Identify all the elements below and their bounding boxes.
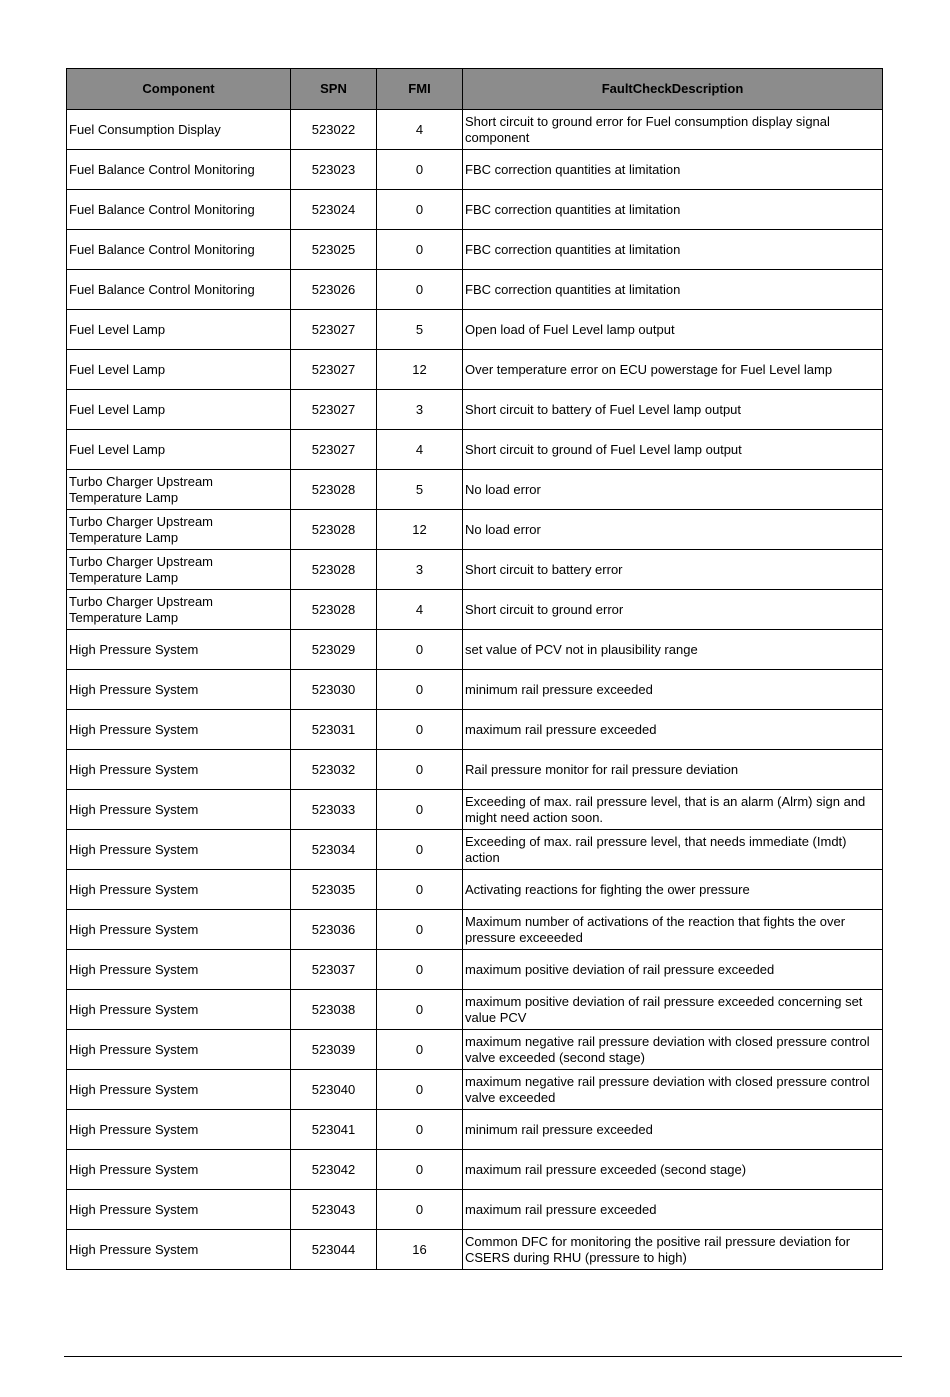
cell-spn: 523041 — [291, 1110, 377, 1150]
cell-description: set value of PCV not in plausibility range — [463, 630, 883, 670]
cell-spn: 523032 — [291, 750, 377, 790]
cell-description: Short circuit to ground error — [463, 590, 883, 630]
cell-spn: 523028 — [291, 550, 377, 590]
cell-spn: 523038 — [291, 990, 377, 1030]
table-row — [67, 990, 883, 1030]
cell-spn: 523034 — [291, 830, 377, 870]
header-fmi: FMI — [377, 69, 463, 110]
cell-spn: 523030 — [291, 670, 377, 710]
header-spn: SPN — [291, 69, 377, 110]
cell-spn: 523029 — [291, 630, 377, 670]
table-row — [67, 1230, 883, 1270]
table-row — [67, 430, 883, 470]
cell-component: Turbo Charger Upstream Temperature Lamp — [67, 470, 291, 510]
cell-fmi: 0 — [377, 270, 463, 310]
cell-fmi: 0 — [377, 1070, 463, 1110]
cell-fmi: 0 — [377, 670, 463, 710]
cell-description: FBC correction quantities at limitation — [463, 150, 883, 190]
cell-component: Fuel Balance Control Monitoring — [67, 230, 291, 270]
table-row — [67, 1110, 883, 1150]
table-body — [67, 110, 883, 1270]
table-row — [67, 350, 883, 390]
cell-component: High Pressure System — [67, 750, 291, 790]
table-row — [67, 750, 883, 790]
cell-component: Fuel Consumption Display — [67, 110, 291, 150]
cell-fmi: 0 — [377, 750, 463, 790]
cell-spn: 523037 — [291, 950, 377, 990]
cell-description: minimum rail pressure exceeded — [463, 670, 883, 710]
cell-fmi: 12 — [377, 510, 463, 550]
cell-fmi: 5 — [377, 470, 463, 510]
cell-component: High Pressure System — [67, 910, 291, 950]
table-row — [67, 910, 883, 950]
fault-code-table — [66, 68, 883, 1270]
cell-fmi: 0 — [377, 1030, 463, 1070]
cell-description: Exceeding of max. rail pressure level, that is an alarm (Alrm) sign and might need action soon. — [463, 790, 883, 830]
cell-description: maximum positive deviation of rail pressure exceeded concerning set value PCV — [463, 990, 883, 1030]
table-row — [67, 590, 883, 630]
cell-component: Fuel Level Lamp — [67, 350, 291, 390]
cell-component: Fuel Balance Control Monitoring — [67, 190, 291, 230]
cell-spn: 523027 — [291, 350, 377, 390]
cell-description: No load error — [463, 510, 883, 550]
cell-fmi: 0 — [377, 790, 463, 830]
table-row — [67, 1150, 883, 1190]
table-row — [67, 1030, 883, 1070]
cell-component: Fuel Level Lamp — [67, 430, 291, 470]
cell-spn: 523042 — [291, 1150, 377, 1190]
cell-spn: 523028 — [291, 590, 377, 630]
cell-component: High Pressure System — [67, 1230, 291, 1270]
cell-description: Open load of Fuel Level lamp output — [463, 310, 883, 350]
cell-fmi: 0 — [377, 630, 463, 670]
table-row — [67, 790, 883, 830]
cell-description: Short circuit to ground error for Fuel consumption display signal component — [463, 110, 883, 150]
cell-component: Turbo Charger Upstream Temperature Lamp — [67, 510, 291, 550]
table-row — [67, 190, 883, 230]
cell-fmi: 0 — [377, 910, 463, 950]
table-row — [67, 470, 883, 510]
header-component: Component — [67, 69, 291, 110]
cell-fmi: 0 — [377, 950, 463, 990]
cell-description: Over temperature error on ECU powerstage for Fuel Level lamp — [463, 350, 883, 390]
cell-spn: 523031 — [291, 710, 377, 750]
cell-component: High Pressure System — [67, 790, 291, 830]
cell-component: Fuel Balance Control Monitoring — [67, 150, 291, 190]
cell-description: maximum negative rail pressure deviation with closed pressure control valve exceeded — [463, 1070, 883, 1110]
table-row — [67, 390, 883, 430]
cell-component: High Pressure System — [67, 1070, 291, 1110]
cell-component: Fuel Balance Control Monitoring — [67, 270, 291, 310]
cell-component: Fuel Level Lamp — [67, 310, 291, 350]
cell-component: Fuel Level Lamp — [67, 390, 291, 430]
table-header — [67, 69, 883, 110]
cell-component: High Pressure System — [67, 630, 291, 670]
cell-spn: 523027 — [291, 390, 377, 430]
table-row — [67, 510, 883, 550]
cell-spn: 523024 — [291, 190, 377, 230]
cell-component: High Pressure System — [67, 1150, 291, 1190]
cell-component: High Pressure System — [67, 1190, 291, 1230]
cell-component: Turbo Charger Upstream Temperature Lamp — [67, 550, 291, 590]
cell-component: Turbo Charger Upstream Temperature Lamp — [67, 590, 291, 630]
cell-description: Short circuit to ground of Fuel Level lamp output — [463, 430, 883, 470]
cell-description: Short circuit to battery error — [463, 550, 883, 590]
table-row — [67, 150, 883, 190]
table-row — [67, 270, 883, 310]
cell-fmi: 4 — [377, 590, 463, 630]
cell-spn: 523023 — [291, 150, 377, 190]
cell-component: High Pressure System — [67, 990, 291, 1030]
header-row — [67, 69, 883, 110]
cell-component: High Pressure System — [67, 830, 291, 870]
cell-component: High Pressure System — [67, 950, 291, 990]
cell-spn: 523026 — [291, 270, 377, 310]
cell-fmi: 3 — [377, 550, 463, 590]
cell-spn: 523028 — [291, 510, 377, 550]
cell-fmi: 3 — [377, 390, 463, 430]
cell-description: minimum rail pressure exceeded — [463, 1110, 883, 1150]
table-row — [67, 310, 883, 350]
cell-component: High Pressure System — [67, 710, 291, 750]
cell-spn: 523036 — [291, 910, 377, 950]
header-description: FaultCheckDescription — [463, 69, 883, 110]
table-row — [67, 230, 883, 270]
cell-description: Maximum number of activations of the reaction that fights the over pressure exceeeded — [463, 910, 883, 950]
table-row — [67, 630, 883, 670]
table-row — [67, 670, 883, 710]
cell-component: High Pressure System — [67, 870, 291, 910]
cell-description: maximum rail pressure exceeded (second stage) — [463, 1150, 883, 1190]
cell-description: FBC correction quantities at limitation — [463, 190, 883, 230]
cell-fmi: 0 — [377, 190, 463, 230]
cell-description: Activating reactions for fighting the ower pressure — [463, 870, 883, 910]
table-row — [67, 710, 883, 750]
cell-fmi: 12 — [377, 350, 463, 390]
table-row — [67, 1190, 883, 1230]
cell-description: Exceeding of max. rail pressure level, that needs immediate (Imdt) action — [463, 830, 883, 870]
cell-component: High Pressure System — [67, 670, 291, 710]
table-row — [67, 950, 883, 990]
cell-fmi: 5 — [377, 310, 463, 350]
cell-description: maximum rail pressure exceeded — [463, 1190, 883, 1230]
cell-spn: 523044 — [291, 1230, 377, 1270]
cell-fmi: 0 — [377, 150, 463, 190]
cell-component: High Pressure System — [67, 1030, 291, 1070]
cell-description: Short circuit to battery of Fuel Level lamp output — [463, 390, 883, 430]
cell-description: maximum negative rail pressure deviation with closed pressure control valve exceeded (second stage) — [463, 1030, 883, 1070]
cell-spn: 523043 — [291, 1190, 377, 1230]
cell-fmi: 16 — [377, 1230, 463, 1270]
cell-spn: 523025 — [291, 230, 377, 270]
cell-fmi: 0 — [377, 1150, 463, 1190]
cell-spn: 523039 — [291, 1030, 377, 1070]
table-row — [67, 870, 883, 910]
table-row — [67, 550, 883, 590]
footer-divider — [64, 1356, 902, 1357]
table-row — [67, 1070, 883, 1110]
cell-description: Rail pressure monitor for rail pressure deviation — [463, 750, 883, 790]
cell-fmi: 0 — [377, 1190, 463, 1230]
cell-description: Common DFC for monitoring the positive rail pressure deviation for CSERS during RHU (pressure to high) — [463, 1230, 883, 1270]
cell-spn: 523028 — [291, 470, 377, 510]
cell-fmi: 0 — [377, 230, 463, 270]
cell-spn: 523033 — [291, 790, 377, 830]
cell-fmi: 0 — [377, 710, 463, 750]
cell-fmi: 4 — [377, 430, 463, 470]
cell-description: maximum rail pressure exceeded — [463, 710, 883, 750]
cell-component: High Pressure System — [67, 1110, 291, 1150]
cell-fmi: 4 — [377, 110, 463, 150]
cell-description: FBC correction quantities at limitation — [463, 230, 883, 270]
cell-fmi: 0 — [377, 990, 463, 1030]
cell-spn: 523040 — [291, 1070, 377, 1110]
cell-spn: 523027 — [291, 310, 377, 350]
table-row — [67, 830, 883, 870]
table-row — [67, 110, 883, 150]
cell-description: FBC correction quantities at limitation — [463, 270, 883, 310]
cell-spn: 523027 — [291, 430, 377, 470]
cell-fmi: 0 — [377, 870, 463, 910]
cell-spn: 523035 — [291, 870, 377, 910]
cell-fmi: 0 — [377, 830, 463, 870]
cell-spn: 523022 — [291, 110, 377, 150]
cell-description: No load error — [463, 470, 883, 510]
cell-fmi: 0 — [377, 1110, 463, 1150]
cell-description: maximum positive deviation of rail pressure exceeded — [463, 950, 883, 990]
